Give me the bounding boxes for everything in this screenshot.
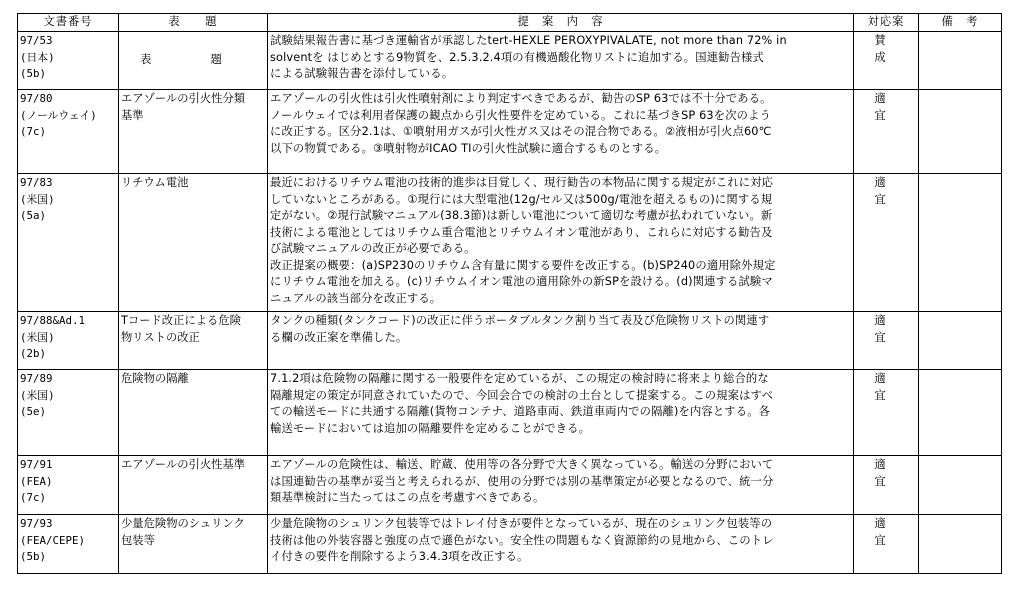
proposal-text: 7.1.2項は危険物の隔離に関する一般要件を定めているが、この規定の検討時に将来より総合的な 隔離規定の策定が同意されていたので、今回会合での検討の土台として提案する。この規案はすべ ての輸送モードに共通する隔離(貨物コンテナ、道路車両、鉄道車両内での隔離)を内容とする。各 輸送モードにおいては追加の隔離要件を定めることができる。 bbox=[268, 370, 854, 456]
remarks bbox=[919, 174, 1002, 312]
proposal-text: タンクの種類(タンクコード)の改正に伴うポータブルタンク割り当て表及び危険物リストの関連す る欄の改正案を準備した。 bbox=[268, 312, 854, 370]
table-row bbox=[18, 32, 1002, 90]
proposal-text: エアゾールの引火性は引火性噴射剤により判定すべきであるが、勧告のSP 63では不十分である。 ノールウェイでは利用者保護の観点から引火性要件を定めている。これに基づきSP 63を次のよう に改正する。区分2.1は、①噴射用ガスが引火性ガス又はその混合物である。②液相が引火点60℃ 以下の物質である。③噴射物がICAO TIの引火性試験に適合するものとする。 bbox=[268, 90, 854, 174]
remarks bbox=[919, 456, 1002, 515]
proposal-text: エアゾールの危険性は、輸送、貯蔵、使用等の各分野で大きく異なっている。輸送の分野において は国連勧告の基準が妥当と考えられるが、使用の分野では別の基準策定が必要となるので、統一分 類基準検討に当たってはこの点を考慮すべきである。 bbox=[268, 456, 854, 515]
doc-number: 97/80 (ノールウェイ) (7c) bbox=[18, 90, 119, 174]
response: 適 宜 bbox=[854, 370, 919, 456]
header-subject: 表 題 bbox=[119, 14, 268, 32]
response: 適 宜 bbox=[854, 456, 919, 515]
response: 適 宜 bbox=[854, 515, 919, 574]
remarks bbox=[919, 312, 1002, 370]
table-row bbox=[18, 456, 1002, 515]
header-remarks: 備 考 bbox=[919, 14, 1002, 32]
proposal-text: 最近におけるリチウム電池の技術的進歩は目覚しく、現行勧告の本物品に関する規定がこれに対応 していないところがある。①現行には大型電池(12g/セル又は500g/電池を超えるもの)に関する規 定がない。②現行試験マニュアル(38.3節)は新しい電池について適切な考慮が払われていない。新 技術による電池としてはリチウム重合電池とリチウムイオン電池があり、これらに対応する勧告及 び試験マニュアルの改正が必要である。 改正提案の概要：(a)SP230のリチウム含有量に関する要件を改正する。(b)SP240の適用除外規定 にリチウム電池を加える。(c)リチウムイオン電池の適用除外の新SPを設ける。(d)関連する試験マ ニュアルの該当部分を改正する。 bbox=[268, 174, 854, 312]
subject: リチウム電池 bbox=[119, 174, 268, 312]
response: 適 宜 bbox=[854, 312, 919, 370]
subject: エアゾールの引火性分類 基準 bbox=[119, 90, 268, 174]
response: 適 宜 bbox=[854, 174, 919, 312]
doc-number: 97/91 (FEA) (7c) bbox=[18, 456, 119, 515]
remarks bbox=[919, 370, 1002, 456]
table-row bbox=[18, 370, 1002, 456]
remarks bbox=[919, 90, 1002, 174]
doc-number: 97/89 (米国) (5e) bbox=[18, 370, 119, 456]
proposal-text: 少量危険物のシュリンク包装等ではトレイ付きが要件となっているが、現在のシュリンク包装等の 技術は他の外装容器と強度の点で遜色がない。安全性の問題もなく資源節約の見地から、このトレ イ付きの要件を削除するよう3.4.3項を改正する。 bbox=[268, 515, 854, 574]
subject: 少量危険物のシュリンク 包装等 bbox=[119, 515, 268, 574]
proposals-table bbox=[17, 13, 1002, 574]
response: 賛 成 bbox=[854, 32, 919, 90]
header-proposal: 提 案 内 容 bbox=[268, 14, 854, 32]
table-row bbox=[18, 174, 1002, 312]
subject: Tコード改正による危険 物リストの改正 bbox=[119, 312, 268, 370]
subject: 危険物の隔離 bbox=[119, 370, 268, 456]
table-row bbox=[18, 90, 1002, 174]
header-row bbox=[18, 14, 1002, 32]
subject: 表 題 bbox=[119, 32, 268, 90]
header-doc-no: 文書番号 bbox=[18, 14, 119, 32]
proposal-text: 試験結果報告書に基づき運輸省が承認したtert-HEXLE PEROXYPIVALATE, not more than 72% in solventを はじめとする9物質を、2.5.3.2.4項の有機過酸化物リストに追加する。国連勧告様式 による試験報告書を添付している。 bbox=[268, 32, 854, 90]
header-response: 対応案 bbox=[854, 14, 919, 32]
doc-number: 97/83 (米国) (5a) bbox=[18, 174, 119, 312]
remarks bbox=[919, 515, 1002, 574]
table-row bbox=[18, 312, 1002, 370]
doc-number: 97/53 (日本) (5b) bbox=[18, 32, 119, 90]
remarks bbox=[919, 32, 1002, 90]
response: 適 宜 bbox=[854, 90, 919, 174]
doc-number: 97/93 (FEA/CEPE) (5b) bbox=[18, 515, 119, 574]
subject: エアゾールの引火性基準 bbox=[119, 456, 268, 515]
doc-number: 97/88&Ad.1 (米国) (2b) bbox=[18, 312, 119, 370]
table-row bbox=[18, 515, 1002, 574]
